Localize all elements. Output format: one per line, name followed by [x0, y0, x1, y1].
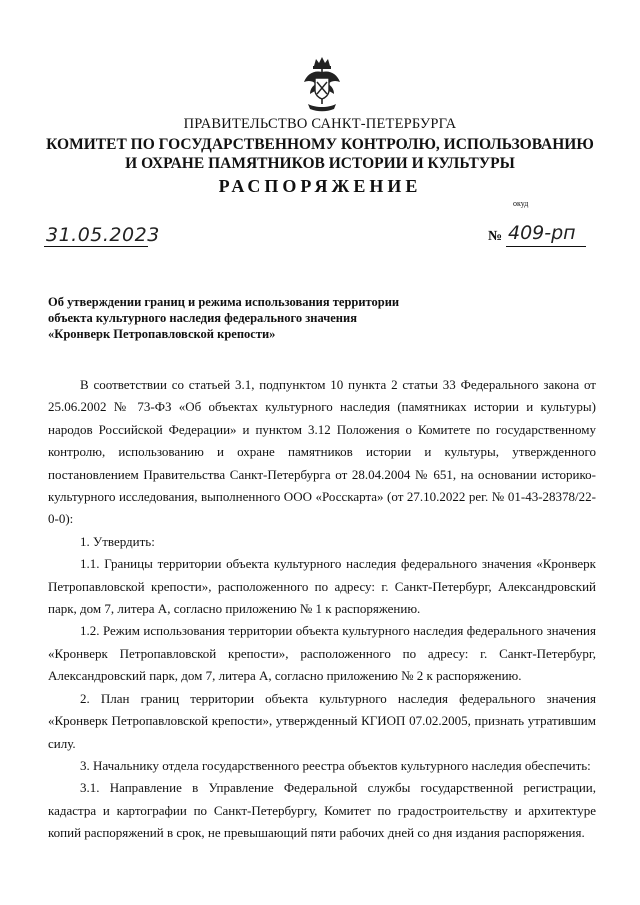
clause-3-1: 3.1. Направление в Управление Федеральной службы государственной регистрации, кадастра и картографии по Санкт-Петербургу, Комитет по градостроительству и архитектуре копий распоряжений в срок, не превышающий пяти рабочих дней со дня издания распоряжения. [48, 780, 596, 841]
document-body [48, 374, 596, 845]
subject-line1: Об утверждении границ и режима использования территории [48, 295, 400, 309]
number-underline [506, 246, 586, 247]
committee-title [0, 135, 640, 173]
government-title: ПРАВИТЕЛЬСТВО САНКТ-ПЕТЕРБУРГА [183, 116, 457, 132]
clause-2: 2. План границ территории объекта культурного наследия федерального значения «Кронверк Петропавловской крепости», утвержденный КГИОП 07.02.2005, признать утратившим силу. [48, 690, 596, 751]
document-subject [48, 294, 468, 342]
subject-line2: объекта культурного наследия федерального значения [48, 311, 357, 325]
coat-of-arms-icon [298, 56, 346, 112]
clause-1-1: 1.1. Границы территории объекта культурного наследия федерального значения «Кронверк Петропавловской крепости», расположенного по адресу: г. Санкт-Петербург, Александровский парк, дом 7, литера А, согласно приложению № 1 к распоряжению. [48, 556, 596, 617]
date-underline [44, 246, 148, 247]
committee-title-line1: КОМИТЕТ ПО ГОСУДАРСТВЕННОМУ КОНТРОЛЮ, ИСПОЛЬЗОВАНИЮ [46, 136, 594, 153]
document-number: 409-рп [508, 222, 576, 244]
preamble-paragraph: В соответствии со статьей 3.1, подпунктом 10 пункта 2 статьи 33 Федерального закона от 25.06.2002 № 73-ФЗ «Об объектах культурного наследия (памятниках истории и культуры) народов Российской Федерации» и пунктом 3.12 Положения о Комитете по государственному контролю, использованию и охране памятников истории и культуры, утвержденного постановлением Правительства Санкт-Петербурга от 28.04.2004 № 651, на основании историко-культурного исследования, выполненного ООО «Росскарта» (от 27.10.2022 рег. № 01-43-28378/22-0-0): [48, 377, 596, 527]
committee-title-line2: И ОХРАНЕ ПАМЯТНИКОВ ИСТОРИИ И КУЛЬТУРЫ [125, 155, 515, 172]
clause-1: 1. Утвердить: [80, 533, 155, 549]
subject-line3: «Кронверк Петропавловской крепости» [48, 327, 276, 341]
clause-3: 3. Начальнику отдела государственного реестра объектов культурного наследия обеспечить: [80, 757, 591, 773]
document-date: 31.05.2023 [46, 224, 160, 246]
document-type: РАСПОРЯЖЕНИЕ [218, 176, 422, 196]
okud-label: окуд [513, 199, 529, 208]
clause-1-2: 1.2. Режим использования территории объекта культурного наследия федерального значения «Кронверк Петропавловской крепости», расположенного по адресу: г. Санкт-Петербург, Александровский парк, дом 7, литера А, согласно приложению № 2 к распоряжению. [48, 623, 596, 684]
number-label: № [488, 229, 503, 244]
